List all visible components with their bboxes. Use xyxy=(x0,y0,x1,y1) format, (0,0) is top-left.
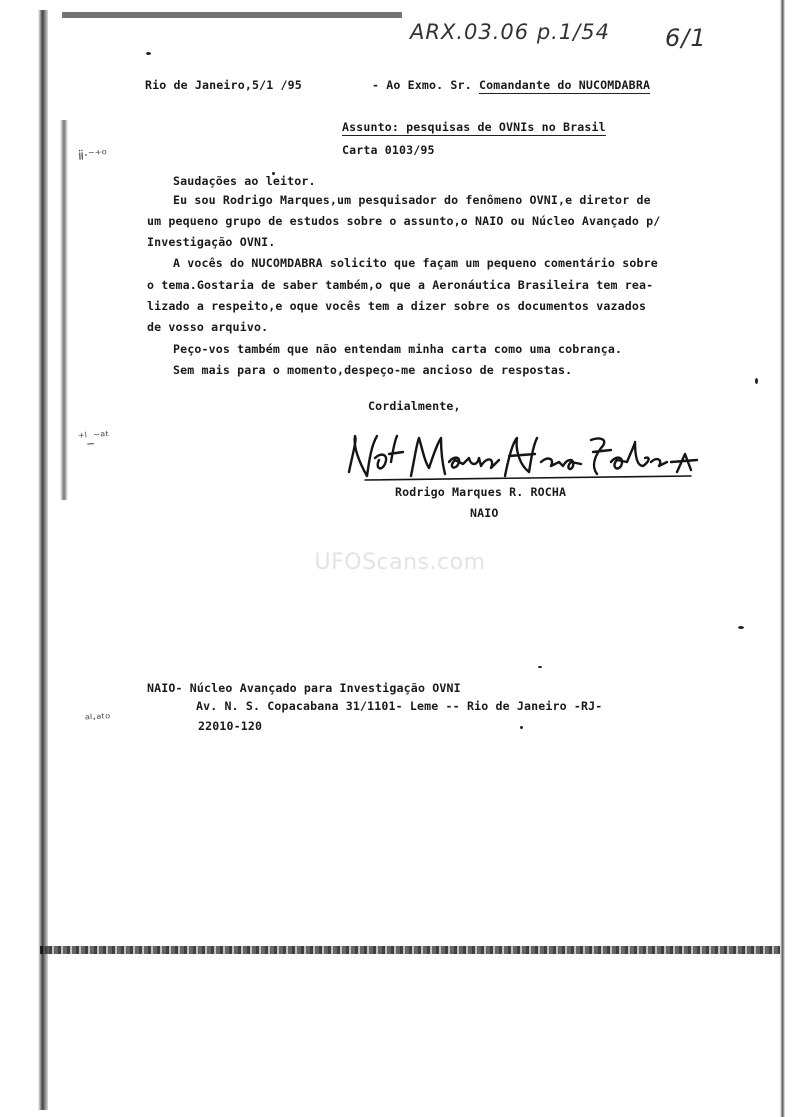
scan-noise-mark: ⁺ˡ_⁻ᵃᵗ xyxy=(77,429,110,446)
greeting: Saudações ao leitor. xyxy=(173,174,316,188)
body-line: o tema.Gostaria de saber também,o que a Aeronáutica Brasileira tem rea- xyxy=(147,278,654,292)
body-line: um pequeno grupo de estudos sobre o assunto,o NAIO ou Núcleo Avançado p/ xyxy=(147,214,661,228)
scan-noise-mark: ᵃˡ·ᵃᵗᵒ xyxy=(84,711,112,728)
addressee-line xyxy=(372,78,650,92)
addressee-prefix: - Ao Exmo. Sr. xyxy=(372,78,479,92)
scan-speck xyxy=(520,726,523,729)
scan-shadow-top xyxy=(62,12,402,18)
archive-reference: ARX.03.06 p.1/54 xyxy=(410,20,610,44)
body-line: Peço-vos também que não entendam minha carta como uma cobrança. xyxy=(173,342,623,356)
scan-shadow-bottom xyxy=(40,946,780,954)
body-line: Sem mais para o momento,despeço-me ancioso de respostas. xyxy=(173,363,573,377)
watermark: UFOScans.com xyxy=(314,550,486,575)
signer-organization: NAIO xyxy=(470,506,499,520)
body-line: lizado a respeito,e oque vocês tem a dizer sobre os documentos vazados xyxy=(147,299,647,313)
body-line: A vocês do NUCOMDABRA solicito que façam um pequeno comentário sobre xyxy=(173,256,658,270)
scan-speck xyxy=(738,626,744,629)
subject-line: Assunto: pesquisas de OVNIs no Brasil xyxy=(342,120,606,134)
body-line: Eu sou Rodrigo Marques,um pesquisador do fenômeno OVNI,e diretor de xyxy=(173,193,651,207)
scan-speck xyxy=(755,378,758,384)
body-line: de vosso arquivo. xyxy=(147,320,269,334)
date-line: Rio de Janeiro,5/1 /95 xyxy=(145,78,302,92)
closing: Cordialmente, xyxy=(368,399,461,413)
addressee: Comandante do NUCOMDABRA xyxy=(478,78,651,92)
body-line: Investigação OVNI. xyxy=(147,235,276,249)
archive-page-number: 6/1 xyxy=(665,24,707,52)
signature-scribble xyxy=(345,432,705,484)
footer-organization: NAIO- Núcleo Avançado para Investigação OVNI xyxy=(147,681,461,695)
scan-speck xyxy=(538,666,542,668)
scan-speck xyxy=(146,52,151,55)
footer-postal-code: 22010-120 xyxy=(198,719,263,733)
signer-name: Rodrigo Marques R. ROCHA xyxy=(395,485,567,499)
scan-noise-mark: ⅱ·⁻⁺ᵒ xyxy=(77,147,108,164)
letter-number: Carta 0103/95 xyxy=(342,143,435,157)
scan-shadow-left-inner xyxy=(60,120,68,500)
footer-address: Av. N. S. Copacabana 31/1101- Leme -- Rio de Janeiro -RJ- xyxy=(196,699,603,713)
